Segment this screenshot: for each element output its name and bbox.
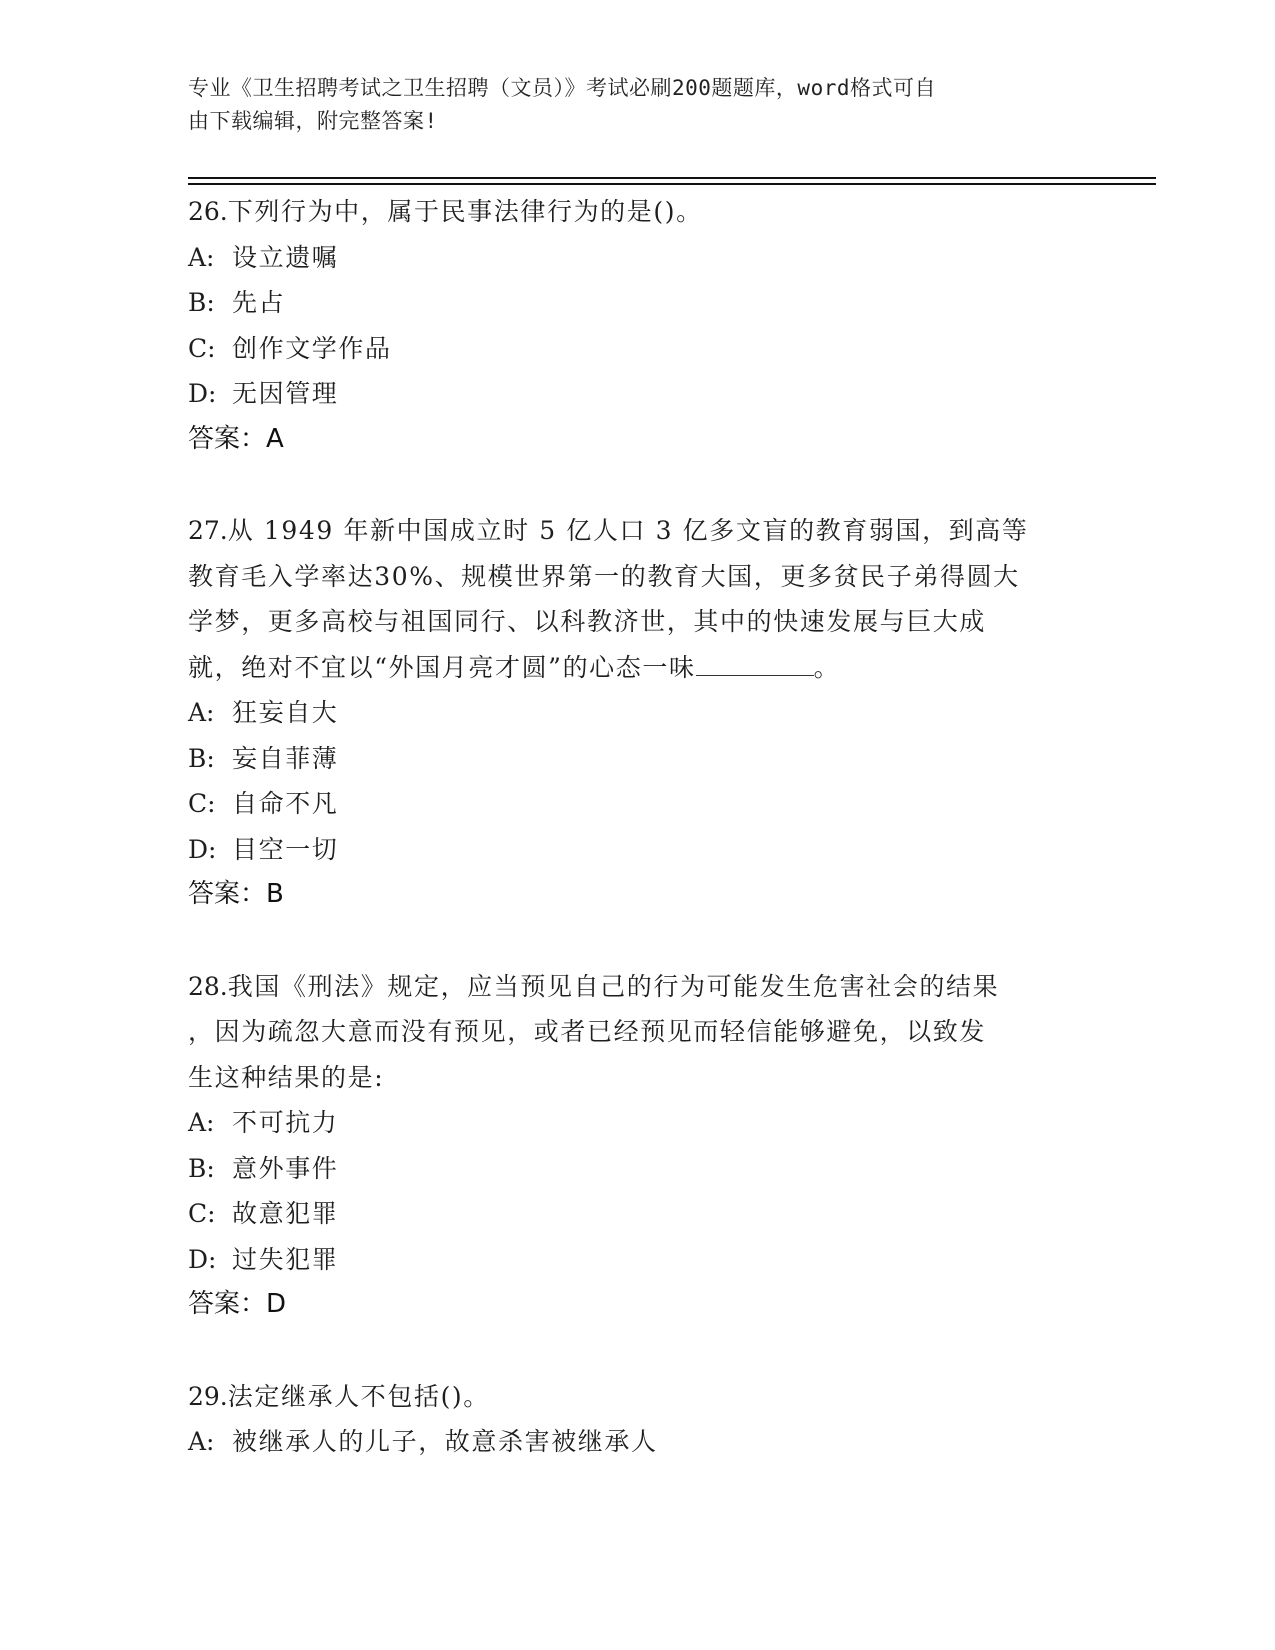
option-label: B: [188,1153,215,1183]
header-line-2: 由下载编辑，附完整答案! [188,109,438,133]
question-list [188,189,1088,1511]
option-text: 过失犯罪 [232,1244,339,1274]
option-a [188,235,1088,281]
option-label: D: [188,834,217,864]
option-label: A: [188,1427,215,1456]
answer-line: 答案：B [188,879,284,909]
fill-in-blank [696,651,814,676]
question-stem-line: 学梦，更多高校与祖国同行、以科教济世，其中的快速发展与巨大成 [188,607,987,636]
option-label: D: [188,1244,217,1274]
option-d [188,1237,1088,1283]
question-stem-line [188,508,1088,554]
question-number: 27. [188,516,228,545]
option-text: 被继承人的儿子，故意杀害被继承人 [232,1427,658,1456]
option-label: A: [188,242,215,272]
option-text: 意外事件 [232,1153,339,1183]
option-label: C: [188,1199,216,1228]
question-stem-text: 就，绝对不宜以“外国月亮才圆”的心态一味 [188,652,696,682]
question-stem [188,964,1088,1101]
option-b [188,280,1088,326]
header-line-1: 专业《卫生招聘考试之卫生招聘（文员）》考试必刷200题题库，word格式可自 [188,76,936,100]
question-stem [188,508,1088,690]
option-text: 妄自菲薄 [232,743,339,773]
option-label: C: [188,789,216,818]
question-stem [188,1374,1088,1420]
option-a [188,1100,1088,1146]
question-28 [188,964,1088,1328]
document-header [188,72,1068,138]
question-number: 26. [188,197,228,226]
question-stem-line: 下列行为中，属于民事法律行为的是()。 [227,197,703,226]
answer-line: 答案：D [188,1289,287,1319]
option-b [188,1146,1088,1192]
option-text: 目空一切 [232,834,339,864]
question-26 [188,189,1088,462]
option-text: 狂妄自大 [232,698,339,727]
option-c [188,1191,1088,1237]
option-text: 先占 [232,288,286,317]
option-label: D: [188,379,217,408]
question-stem-line: 教育毛入学率达30%、规模世界第一的教育大国，更多贫民子弟得圆大 [188,561,1020,591]
header-divider-top [188,177,1156,179]
question-number: 28. [188,971,228,1001]
option-d [188,371,1088,417]
question-29 [188,1374,1088,1465]
option-text: 自命不凡 [232,789,339,818]
answer-line: 答案：A [188,423,284,454]
option-c [188,781,1088,827]
question-stem-line [188,645,1088,691]
question-stem-text: 我国《刑法》规定，应当预见自己的行为可能发生危害社会的结果 [227,971,1000,1001]
question-stem-line: ，因为疏忽大意而没有预见，或者已经预见而轻信能够避免，以致发 [188,1017,987,1046]
option-a [188,690,1088,736]
question-stem-line [188,964,1088,1010]
question-27 [188,508,1088,918]
option-text: 无因管理 [232,379,339,408]
option-d [188,827,1088,873]
question-stem-line: 生这种结果的是: [188,1062,385,1092]
question-number: 29. [188,1381,228,1411]
option-text: 创作文学作品 [232,333,392,363]
option-label: B: [188,743,215,773]
option-text: 不可抗力 [232,1108,339,1137]
question-stem-line: 法定继承人不包括()。 [227,1381,490,1411]
option-text: 设立遗嘱 [232,242,339,272]
option-label: B: [188,288,215,317]
option-b [188,736,1088,782]
option-label: A: [188,1108,215,1137]
header-divider-bottom [188,183,1156,185]
option-label: C: [188,333,216,363]
option-c [188,326,1088,372]
question-stem-text: 从 1949 年新中国成立时 5 亿人口 3 亿多文盲的教育弱国，到高等 [227,516,1029,545]
option-text: 故意犯罪 [232,1199,339,1228]
option-label: A: [188,698,215,727]
option-a [188,1419,1088,1465]
question-stem [188,189,1088,235]
question-stem-tail: 。 [813,652,841,682]
